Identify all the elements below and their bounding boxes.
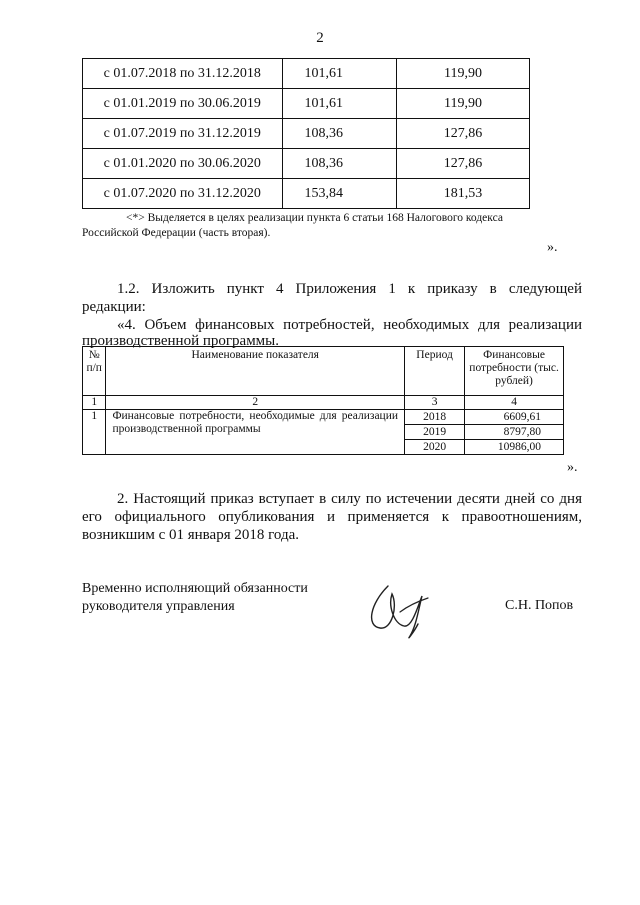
- tariff-value-vat: 119,90: [396, 59, 529, 89]
- tariff-value-vat: 181,53: [396, 179, 529, 209]
- table-row: [83, 89, 530, 119]
- table-row: [83, 119, 530, 149]
- header-finance: Финансовые потребности (тыс. рублей): [465, 347, 564, 396]
- tariff-value-vat: 119,90: [396, 89, 529, 119]
- table-header-row: [83, 347, 564, 396]
- tariff-table: [82, 58, 530, 209]
- handwritten-signature: [358, 576, 438, 646]
- item-1-2-line: производственной программы.: [82, 333, 280, 349]
- col-number: 1: [83, 396, 106, 410]
- tariff-period: с 01.07.2018 по 31.12.2018: [83, 59, 283, 89]
- tariff-value: 108,36: [282, 149, 396, 179]
- footnote-line: <*> Выделяется в целях реализации пункта 6 статьи 168 Налогового кодекса: [126, 212, 503, 224]
- item-1-2-line: «4. Объем финансовых потребностей, необходимых для реализации: [117, 317, 582, 333]
- table-row: [83, 59, 530, 89]
- quote-close-mark: ».: [547, 240, 558, 255]
- item-2-line: возникшим с 01 января 2018 года.: [82, 527, 299, 543]
- table-row: [83, 149, 530, 179]
- row-value: 10986,00: [465, 440, 564, 455]
- tariff-period: с 01.01.2020 по 30.06.2020: [83, 149, 283, 179]
- page-number: 2: [316, 30, 324, 46]
- tariff-period: с 01.07.2019 по 31.12.2019: [83, 119, 283, 149]
- quote-close-mark: ».: [567, 460, 578, 475]
- tariff-period: с 01.07.2020 по 31.12.2020: [83, 179, 283, 209]
- tariff-value-vat: 127,86: [396, 119, 529, 149]
- table-row: [83, 396, 564, 410]
- col-number: 2: [106, 396, 405, 410]
- row-num: 1: [83, 410, 106, 455]
- item-2-line: его официального опубликования и применяется к правоотношениям,: [82, 509, 582, 525]
- tariff-value: 101,61: [282, 59, 396, 89]
- row-value: 6609,61: [465, 410, 564, 425]
- signature-title-line: Временно исполняющий обязанности: [82, 581, 308, 596]
- tariff-period: с 01.01.2019 по 30.06.2019: [83, 89, 283, 119]
- signature-title: [82, 580, 308, 616]
- finance-table: [82, 346, 564, 455]
- footnote-line: Российской Федерации (часть вторая).: [82, 227, 271, 239]
- row-period: 2020: [405, 440, 465, 455]
- tariff-value: 153,84: [282, 179, 396, 209]
- row-period: 2019: [405, 425, 465, 440]
- col-number: 3: [405, 396, 465, 410]
- row-period: 2018: [405, 410, 465, 425]
- header-name: Наименование показателя: [106, 347, 405, 396]
- row-name: Финансовые потребности, необходимые для реализации производственной программы: [106, 410, 405, 455]
- row-value: 8797,80: [465, 425, 564, 440]
- tariff-value: 101,61: [282, 89, 396, 119]
- header-period: Период: [405, 347, 465, 396]
- table-row: [83, 179, 530, 209]
- item-1-2-line: 1.2. Изложить пункт 4 Приложения 1 к приказу в следующей: [117, 281, 582, 297]
- tariff-value-vat: 127,86: [396, 149, 529, 179]
- col-number: 4: [465, 396, 564, 410]
- signature-title-line: руководителя управления: [82, 599, 235, 614]
- item-1-2-line: редакции:: [82, 299, 146, 315]
- signer-name: С.Н. Попов: [505, 598, 574, 613]
- tariff-value: 108,36: [282, 119, 396, 149]
- footnote: [82, 211, 570, 241]
- item-2-line: 2. Настоящий приказ вступает в силу по истечении десяти дней со дня: [117, 491, 582, 507]
- header-num: № п/п: [83, 347, 106, 396]
- table-row: [83, 410, 564, 425]
